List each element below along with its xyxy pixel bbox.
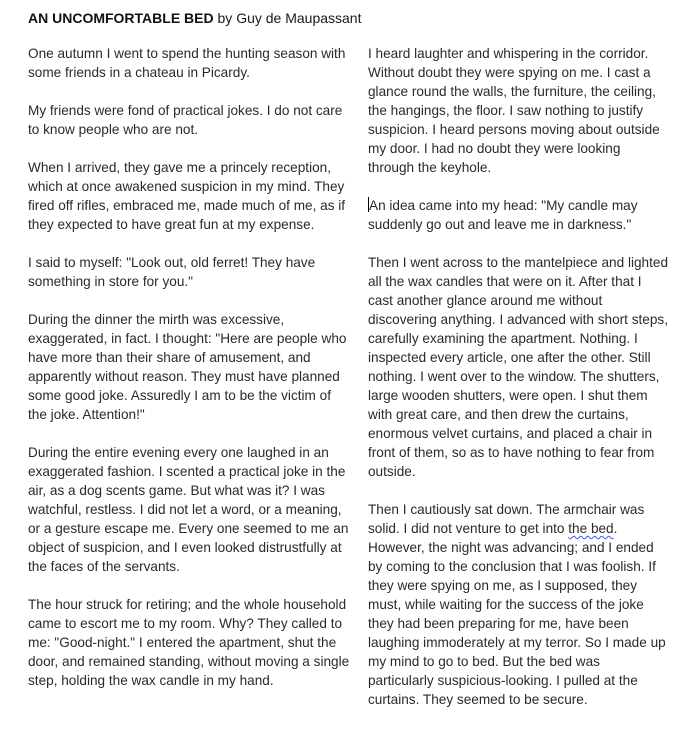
- spellcheck-underlined-text[interactable]: the bed: [568, 521, 614, 536]
- paragraph: During the entire evening every one laughed in an exaggerated fashion. I scented a practical joke in the air, as a dog scents game. But what was it? I was watchful, restless. I did not let a word, or a meaning, or a gesture escape me. Every one seemed to me an object of suspicion, and I even looked distrustfully at the faces of the servants.: [28, 445, 349, 574]
- paragraph: The hour struck for retiring; and the whole household came to escort me to my room. Why? They called to me: "Good-night." I entered the apartment, shut the door, and remained standing, without moving a single step, holding the wax candle in my hand.: [28, 597, 350, 688]
- paragraph: One autumn I went to spend the hunting season with some friends in a chateau in Picardy.: [28, 46, 346, 80]
- paragraph-text-end: . However, the night was advancing; and I ended by coming to the conclusion that I was foolish. If they were spying on me, as I supposed, they must, while waiting for the success of the joke they had been preparing for me, have been laughing immoderately at my terror. So I made up my mind to go to bed. But the bed was particularly suspicious-looking. I pulled at the curtains. They seemed to be secure.: [368, 521, 666, 707]
- paragraph: [368, 500, 668, 709]
- story-byline: by Guy de Maupassant: [217, 10, 362, 26]
- paragraph-text: An idea came into my head: "My candle may suddenly go out and leave me in darkness.": [368, 198, 638, 232]
- paragraph: I heard laughter and whispering in the corridor. Without doubt they were spying on me. I cast a glance round the walls, the furniture, the ceiling, the hangings, the floor. I saw nothing to justify suspicion. I heard persons moving about outside my door. I had no doubt they were looking through the keyhole.: [368, 46, 660, 175]
- title-line: [28, 9, 362, 27]
- story-title: AN UNCOMFORTABLE BED: [28, 10, 214, 26]
- right-column: [368, 44, 668, 728]
- paragraph: I said to myself: "Look out, old ferret! They have something in store for you.": [28, 255, 316, 289]
- paragraph: My friends were fond of practical jokes. I do not care to know people who are not.: [28, 103, 343, 137]
- paragraph: When I arrived, they gave me a princely reception, which at once awakened suspicion in my mind. They fired off rifles, embraced me, made much of me, as if they expected to have great fun at my expense.: [28, 160, 346, 232]
- paragraph-with-cursor: [368, 196, 668, 234]
- left-column: [28, 44, 353, 709]
- paragraph: During the dinner the mirth was excessive, exaggerated, in fact. I thought: "Here are people who have more than their share of amusement, and apparently without reason. They must have planned some good joke. Assuredly I am to be the victim of the joke. Attention!": [28, 312, 347, 422]
- paragraph: Then I went across to the mantelpiece and lighted all the wax candles that were on it. After that I cast another glance around me without discovering anything. I advanced with short steps, carefully examining the apartment. Nothing. I inspected every article, one after the other. Still nothing. I went over to the window. The shutters, large wooden shutters, were open. I shut them with great care, and then drew the curtains, enormous velvet curtains, and placed a chair in front of them, so as to have nothing to fear from outside.: [368, 255, 668, 479]
- paragraph-text-start: Then I cautiously sat down. The armchair was solid. I did not venture to get into: [368, 502, 645, 536]
